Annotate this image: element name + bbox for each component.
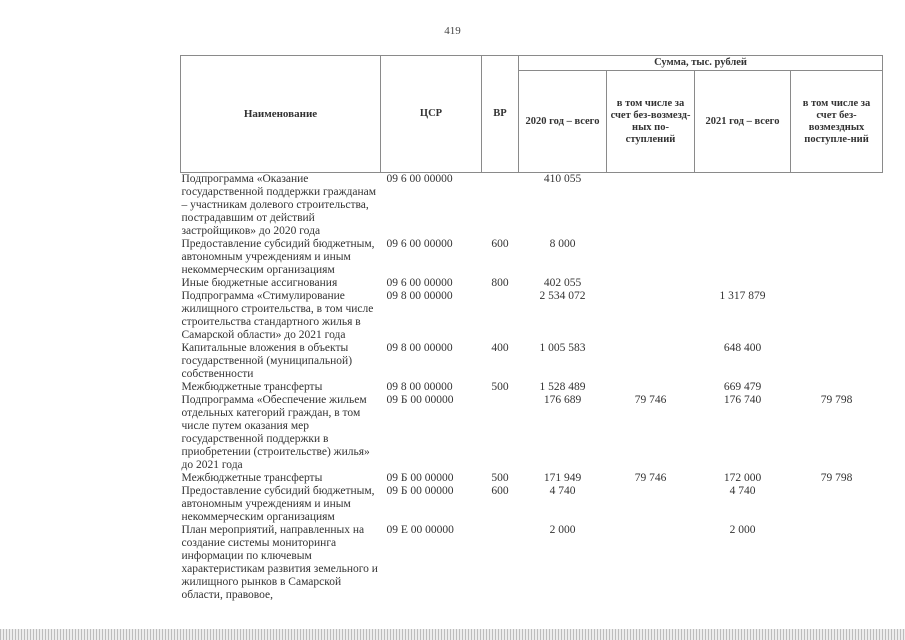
cell-name: Подпрограмма «Оказание государственной поддержки гражданам – участникам долевого строительства, пострадавшим от действий застройщиков» до 2020 года bbox=[181, 173, 377, 237]
table-row bbox=[181, 290, 883, 342]
cell-2021-gratuitous bbox=[791, 277, 883, 290]
cell-name: Межбюджетные трансферты bbox=[181, 472, 323, 484]
header-vr: ВР bbox=[482, 56, 519, 173]
cell-2021-gratuitous bbox=[791, 485, 883, 524]
cell-2021-total: 1 317 879 bbox=[719, 290, 766, 302]
cell-csr: 09 8 00 00000 bbox=[386, 342, 453, 354]
cell-2021-gratuitous bbox=[791, 524, 883, 602]
cell-2020-total: 1 005 583 bbox=[539, 342, 586, 354]
cell-2021-total bbox=[695, 173, 791, 239]
cell-2021-total bbox=[695, 277, 791, 290]
header-sum-group: Сумма, тыс. рублей bbox=[519, 56, 883, 71]
cell-name: Подпрограмма «Стимулирование жилищного строительства, в том числе строительства стандартного жилья в Самарской области» до 2021 года bbox=[181, 290, 374, 341]
cell-2021-total: 648 400 bbox=[723, 342, 762, 354]
cell-2021-total: 2 000 bbox=[729, 524, 756, 536]
cell-2020-gratuitous bbox=[607, 173, 695, 239]
cell-csr: 09 6 00 00000 bbox=[386, 173, 453, 185]
cell-csr: 09 6 00 00000 bbox=[386, 238, 453, 250]
cell-vr: 600 bbox=[491, 485, 509, 497]
scan-edge bbox=[0, 629, 905, 640]
cell-2021-total: 172 000 bbox=[723, 472, 762, 484]
cell-2021-total: 176 740 bbox=[723, 394, 762, 406]
table-header bbox=[181, 56, 883, 173]
header-2021-total: 2021 год – всего bbox=[695, 71, 791, 173]
cell-2020-gratuitous bbox=[607, 277, 695, 290]
cell-vr bbox=[482, 173, 519, 239]
cell-csr: 09 8 00 00000 bbox=[386, 290, 453, 302]
cell-csr: 09 8 00 00000 bbox=[386, 381, 453, 393]
cell-2020-total: 8 000 bbox=[549, 238, 576, 250]
cell-name: Предоставление субсидий бюджетным, автономным учреждениям и иным некоммерческим организациям bbox=[181, 238, 375, 276]
header-2021-gratuitous: в том числе за счет без-возмездных поступле-ний bbox=[791, 71, 883, 173]
cell-2020-total: 4 740 bbox=[549, 485, 576, 497]
cell-2021-gratuitous bbox=[791, 238, 883, 277]
cell-2021-gratuitous bbox=[791, 173, 883, 239]
table-row bbox=[181, 485, 883, 524]
cell-name: Подпрограмма «Обеспечение жильем отдельных категорий граждан, в том числе путем оказания мер государственной поддержки в приобретении (строительстве) жилья» до 2021 года bbox=[181, 394, 370, 471]
cell-2021-gratuitous bbox=[791, 381, 883, 394]
cell-2020-gratuitous bbox=[607, 381, 695, 394]
cell-vr: 500 bbox=[491, 381, 509, 393]
table-row bbox=[181, 277, 883, 290]
cell-2020-gratuitous bbox=[607, 342, 695, 381]
cell-2020-gratuitous bbox=[607, 290, 695, 342]
cell-2021-gratuitous: 79 798 bbox=[820, 472, 853, 484]
cell-2020-total: 2 534 072 bbox=[539, 290, 586, 302]
cell-name: Иные бюджетные ассигнования bbox=[181, 277, 338, 289]
cell-2020-gratuitous bbox=[607, 238, 695, 277]
cell-2021-gratuitous bbox=[791, 290, 883, 342]
cell-vr: 500 bbox=[491, 472, 509, 484]
cell-vr bbox=[482, 394, 519, 472]
cell-vr: 600 bbox=[491, 238, 509, 250]
page-number: 419 bbox=[444, 25, 461, 37]
cell-2020-total: 2 000 bbox=[549, 524, 576, 536]
budget-table bbox=[180, 55, 883, 602]
cell-name: Межбюджетные трансферты bbox=[181, 381, 323, 393]
cell-2020-total: 402 055 bbox=[543, 277, 582, 289]
header-2020-gratuitous: в том числе за счет без-возмезд-ных по-ступлений bbox=[607, 71, 695, 173]
cell-2020-total: 171 949 bbox=[543, 472, 582, 484]
cell-name: Предоставление субсидий бюджетным, автономным учреждениям и иным некоммерческим организациям bbox=[181, 485, 375, 523]
table-row bbox=[181, 173, 883, 239]
header-2020-total: 2020 год – всего bbox=[519, 71, 607, 173]
cell-csr: 09 Б 00 00000 bbox=[386, 485, 454, 497]
table-row bbox=[181, 238, 883, 277]
cell-2020-gratuitous bbox=[607, 524, 695, 602]
cell-2020-total: 176 689 bbox=[543, 394, 582, 406]
cell-vr: 400 bbox=[491, 342, 509, 354]
cell-2021-gratuitous: 79 798 bbox=[820, 394, 853, 406]
table-row bbox=[181, 394, 883, 472]
cell-csr: 09 Е 00 00000 bbox=[386, 524, 454, 536]
cell-2021-total: 669 479 bbox=[723, 381, 762, 393]
cell-vr bbox=[482, 290, 519, 342]
cell-2020-gratuitous: 79 746 bbox=[634, 394, 667, 406]
cell-2020-total: 410 055 bbox=[543, 173, 582, 185]
table-row bbox=[181, 381, 883, 394]
header-name: Наименование bbox=[181, 56, 381, 173]
cell-2020-total: 1 528 489 bbox=[539, 381, 586, 393]
cell-2020-gratuitous bbox=[607, 485, 695, 524]
cell-vr: 800 bbox=[491, 277, 509, 289]
cell-name: План мероприятий, направленных на создание системы мониторинга информации по ключевым характеристикам развития земельного и жилищного рынков в Самарской области, правовое, bbox=[181, 524, 378, 601]
table-body bbox=[181, 173, 883, 603]
cell-2020-gratuitous: 79 746 bbox=[634, 472, 667, 484]
table-row bbox=[181, 472, 883, 485]
cell-csr: 09 Б 00 00000 bbox=[386, 394, 454, 406]
cell-name: Капитальные вложения в объекты государственной (муниципальной) собственности bbox=[181, 342, 353, 380]
cell-2021-gratuitous bbox=[791, 342, 883, 381]
cell-csr: 09 Б 00 00000 bbox=[386, 472, 454, 484]
cell-vr bbox=[482, 524, 519, 602]
cell-2021-total bbox=[695, 238, 791, 277]
table-row bbox=[181, 342, 883, 381]
table-row bbox=[181, 524, 883, 602]
cell-csr: 09 6 00 00000 bbox=[386, 277, 453, 289]
header-csr: ЦСР bbox=[381, 56, 482, 173]
cell-2021-total: 4 740 bbox=[729, 485, 756, 497]
